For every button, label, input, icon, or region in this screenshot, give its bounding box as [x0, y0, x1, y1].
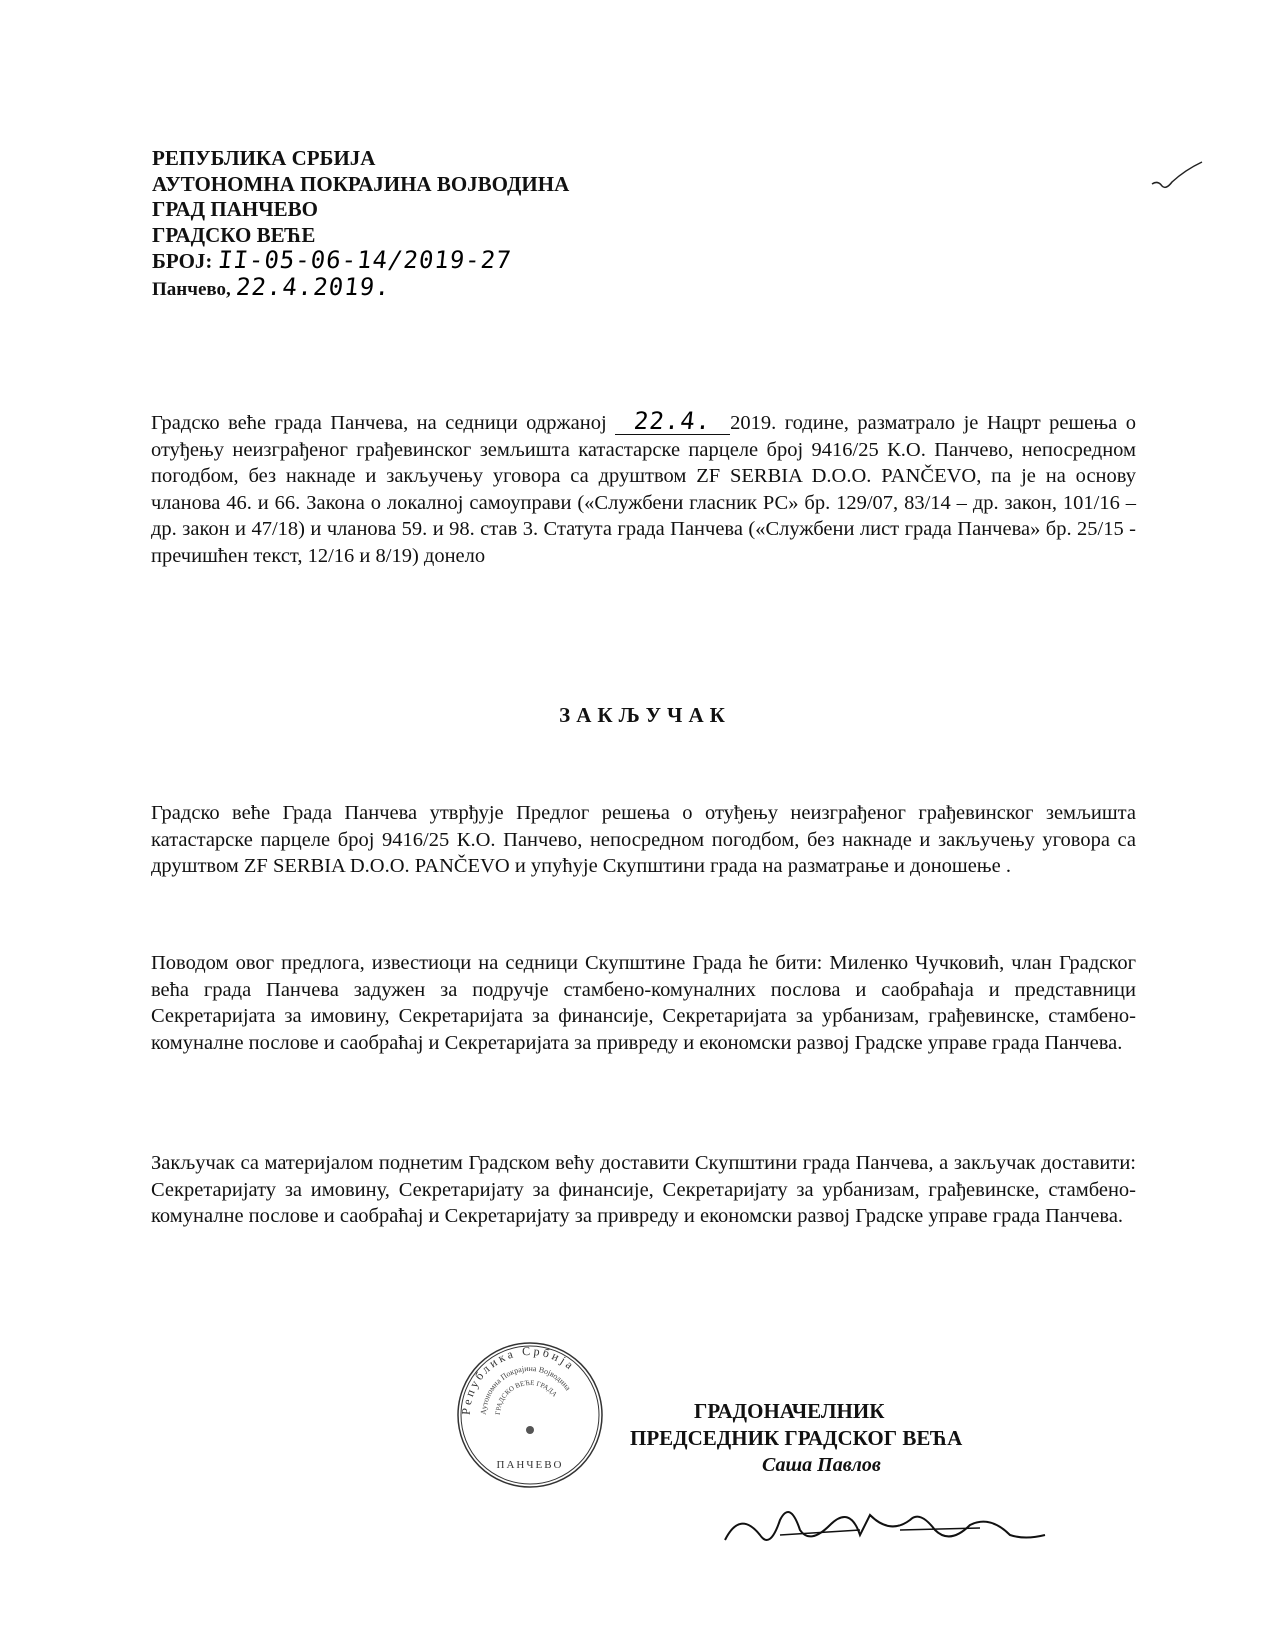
- document-number: [152, 248, 569, 275]
- header-line: РЕПУБЛИКА СРБИЈА: [152, 146, 376, 170]
- signature-block: [630, 1398, 963, 1479]
- document-title: ЗАКЉУЧАК: [559, 703, 731, 727]
- conclusion-paragraph: Градско веће Града Панчева утврђује Предлог решења о отуђењу неизграђеног грађевинског земљишта катастарске парцеле број 9416/25 К.О. Панчево, непосредном погодбом, без накнаде и закључењу уговора са друштвом ZF SERBIA D.O.O. PANČEVO и упућује Скупштини града на разматрање и доношење .: [151, 802, 1136, 877]
- svg-text:ГРАДСКО ВЕЋЕ ГРАДА: ГРАДСКО ВЕЋЕ ГРАДА: [493, 1378, 559, 1416]
- svg-text:Република Србија: Република Србија: [458, 1343, 579, 1416]
- official-stamp: [455, 1340, 605, 1490]
- header-line: ГРАД ПАНЧЕВО: [152, 197, 318, 221]
- intro-text-end: 2019. године, разматрало је Нацрт решења о отуђењу неизграђеног грађевинског земљишта катастарске парцеле број 9416/25 К.О. Панчево, непосредном погодбом, без накнаде и закључењу уговора са друштвом ZF SERBIA D.O.O. PANČEVO, па је на основу чланова 46. и 66. Закона о локалној самоуправи («Службени гласник РС» бр. 129/07, 83/14 – др. закон, 101/16 – др. закон и 47/18) и чланова 59. и 98. став 3. Статута града Панчева («Службени лист града Панчева» бр. 25/15 - пречишћен текст, 12/16 и 8/19) донело: [151, 412, 1136, 567]
- svg-text:ПАНЧЕВО: ПАНЧЕВО: [496, 1459, 564, 1471]
- intro-paragraph: [151, 407, 1136, 569]
- header-line: ГРАДСКО ВЕЋЕ: [152, 222, 316, 247]
- signature-title-president: ПРЕДСЕДНИК ГРАДСКОГ ВЕЋА: [630, 1426, 963, 1450]
- svg-text:Аутономна Покрајина Војводина: Аутономна Покрајина Војводина: [478, 1363, 573, 1416]
- handwritten-number: II-05-06-14/2019-27: [216, 246, 513, 274]
- document-place-date: [152, 272, 569, 303]
- session-date-field: [615, 407, 730, 435]
- header-line: АУТОНОМНА ПОКРАЈИНА ВОЈВОДИНА: [152, 171, 570, 196]
- number-label: БРОЈ:: [152, 249, 213, 273]
- intro-text-start: Градско веће града Панчева, на седници одржаној: [151, 412, 607, 434]
- signatory-name: Саша Павлов: [762, 1454, 881, 1476]
- rapporteurs-paragraph: Поводом овог предлога, известиоци на седници Скупштине Града ће бити: Миленко Чучковић, члан Градског већа града Панчева задужен за подручје стамбено-комуналних послова и саобраћаја и представници Секретаријата за имовину, Секретаријата за финансије, Секретаријата за урбанизам, грађевинске, стамбено-комуналне послове и саобраћај и Секретаријата за привреду и економски развој Градске управе града Панчева.: [151, 952, 1136, 1054]
- delivery-paragraph: Закључак са материјалом поднетим Градском већу доставити Скупштини града Панчева, а закључак доставити: Секретаријату за имовину, Секретаријату за финансије, Секретаријату за урбанизам, грађевинске, стамбено-комуналне послове и саобраћај и Секретаријату за привреду и економски развој Градске управе града Панчева.: [151, 1152, 1136, 1227]
- document-header: [152, 146, 569, 302]
- handwritten-date: 22.4.2019.: [234, 272, 393, 301]
- handwritten-session-date: 22.4.: [632, 407, 713, 435]
- place-label: Панчево,: [152, 278, 231, 300]
- check-mark-icon: [1150, 160, 1205, 200]
- handwritten-signature: [720, 1490, 1050, 1560]
- signature-title-mayor: ГРАДОНАЧЕЛНИК: [694, 1399, 885, 1423]
